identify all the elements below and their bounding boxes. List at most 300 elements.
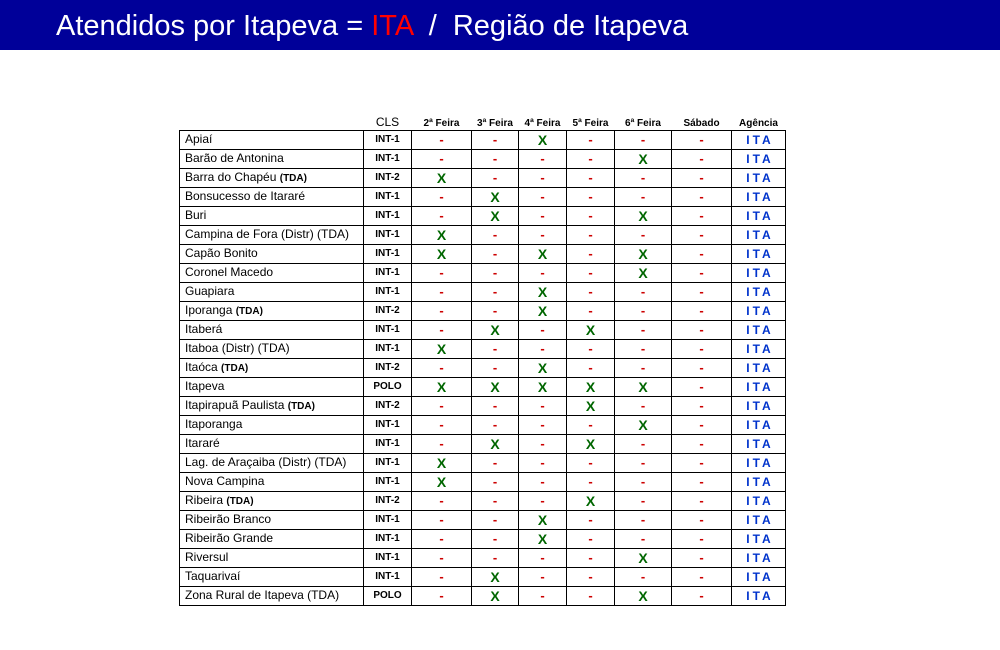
- no-service-mark: -: [588, 569, 593, 584]
- day-cell: [615, 169, 672, 188]
- day-cell: [672, 359, 732, 378]
- table-row: [180, 340, 786, 359]
- day-cell: [615, 568, 672, 587]
- no-service-mark: -: [699, 208, 704, 223]
- day-column-header: 5ª Feira: [572, 118, 609, 129]
- day-cell: [567, 454, 615, 473]
- service-mark: X: [638, 549, 648, 566]
- no-service-mark: -: [640, 284, 646, 299]
- no-service-mark: -: [640, 170, 646, 185]
- locality-name: [180, 473, 364, 492]
- locality-label: Buri: [185, 208, 207, 222]
- no-service-mark: -: [439, 303, 444, 318]
- locality-label: Barão de Antonina: [185, 151, 284, 165]
- locality-name: [180, 359, 364, 378]
- no-service-mark: -: [492, 360, 498, 375]
- day-cell: [412, 302, 472, 321]
- no-service-mark: -: [540, 474, 545, 489]
- no-service-mark: -: [588, 474, 593, 489]
- service-mark: X: [436, 226, 447, 243]
- no-service-mark: -: [540, 455, 545, 470]
- service-mark: X: [490, 207, 500, 224]
- no-service-mark: -: [588, 588, 593, 603]
- locality-name: [180, 264, 364, 283]
- day-cell: [567, 587, 615, 606]
- day-cell: [672, 283, 732, 302]
- no-service-mark: -: [640, 303, 646, 318]
- locality-name: [180, 131, 364, 150]
- locality-name: [180, 397, 364, 416]
- cls-cell: INT-1: [364, 454, 412, 473]
- cls-cell: POLO: [364, 378, 412, 397]
- locality-name: [180, 587, 364, 606]
- agency-column-header: Agência: [739, 118, 778, 129]
- cls-cell: INT-1: [364, 264, 412, 283]
- no-service-mark: -: [588, 303, 593, 318]
- locality-label: Coronel Macedo: [185, 265, 274, 279]
- service-mark: X: [638, 378, 648, 395]
- no-service-mark: -: [699, 512, 704, 527]
- day-cell: [519, 302, 567, 321]
- table-row: [180, 397, 786, 416]
- table-row: [180, 587, 786, 606]
- day-cell: [472, 340, 519, 359]
- service-mark: X: [537, 359, 548, 376]
- no-service-mark: -: [640, 493, 646, 508]
- day-cell: [472, 321, 519, 340]
- locality-name: [180, 378, 364, 397]
- table-row: [180, 454, 786, 473]
- no-service-mark: -: [492, 398, 498, 413]
- no-service-mark: -: [699, 455, 704, 470]
- agency-cell: ITA: [732, 150, 786, 169]
- day-cell: [412, 492, 472, 511]
- service-mark: X: [537, 302, 548, 319]
- no-service-mark: -: [640, 341, 646, 356]
- day-cell: [567, 568, 615, 587]
- day-cell: [672, 549, 732, 568]
- locality-name: [180, 549, 364, 568]
- service-mark: X: [436, 340, 447, 357]
- service-mark: X: [436, 454, 447, 471]
- no-service-mark: -: [699, 379, 704, 394]
- day-cell: [412, 473, 472, 492]
- locality-label: Bonsucesso de Itararé: [185, 189, 306, 203]
- cls-cell: INT-1: [364, 131, 412, 150]
- locality-label: Itaboa (Distr) (TDA): [185, 341, 290, 355]
- locality-label: Taquarivaí: [185, 569, 241, 583]
- no-service-mark: -: [439, 189, 444, 204]
- service-mark: X: [490, 188, 500, 205]
- day-cell: [567, 188, 615, 207]
- table-row: [180, 378, 786, 397]
- day-cell: [412, 587, 472, 606]
- no-service-mark: -: [439, 151, 444, 166]
- no-service-mark: -: [492, 284, 498, 299]
- service-mark: X: [490, 378, 500, 395]
- cls-cell: INT-1: [364, 150, 412, 169]
- day-cell: [567, 378, 615, 397]
- locality-name: [180, 492, 364, 511]
- no-service-mark: -: [640, 455, 646, 470]
- service-mark: X: [490, 435, 500, 452]
- no-service-mark: -: [588, 151, 593, 166]
- service-mark: X: [537, 530, 548, 547]
- day-cell: [472, 359, 519, 378]
- day-cell: [567, 549, 615, 568]
- day-cell: [672, 416, 732, 435]
- day-cell: [615, 416, 672, 435]
- title-code: ITA: [371, 10, 413, 42]
- day-cell: [412, 568, 472, 587]
- no-service-mark: -: [439, 569, 444, 584]
- tda-tag: (TDA): [235, 306, 263, 317]
- agency-cell: ITA: [732, 321, 786, 340]
- cls-cell: INT-1: [364, 473, 412, 492]
- no-service-mark: -: [699, 588, 704, 603]
- table-row: [180, 549, 786, 568]
- locality-name: [180, 283, 364, 302]
- day-cell: [412, 530, 472, 549]
- table-row: [180, 492, 786, 511]
- no-service-mark: -: [699, 550, 704, 565]
- page-title: [56, 9, 688, 43]
- day-cell: [615, 378, 672, 397]
- day-cell: [472, 492, 519, 511]
- service-mark: X: [638, 416, 648, 433]
- no-service-mark: -: [492, 550, 498, 565]
- day-cell: [472, 416, 519, 435]
- day-column-header: Sábado: [683, 118, 720, 129]
- no-service-mark: -: [588, 531, 593, 546]
- no-service-mark: -: [640, 569, 646, 584]
- day-cell: [567, 264, 615, 283]
- day-cell: [472, 435, 519, 454]
- locality-name: [180, 245, 364, 264]
- day-cell: [567, 340, 615, 359]
- service-mark: X: [638, 587, 648, 604]
- cls-cell: INT-2: [364, 397, 412, 416]
- day-cell: [672, 454, 732, 473]
- table-row: [180, 131, 786, 150]
- day-cell: [672, 188, 732, 207]
- locality-name: [180, 530, 364, 549]
- day-cell: [615, 511, 672, 530]
- service-mark: X: [490, 568, 500, 585]
- no-service-mark: -: [588, 360, 593, 375]
- day-cell: [672, 302, 732, 321]
- no-service-mark: -: [640, 360, 646, 375]
- day-cell: [519, 511, 567, 530]
- day-cell: [472, 530, 519, 549]
- no-service-mark: -: [588, 170, 593, 185]
- agency-cell: ITA: [732, 530, 786, 549]
- day-column-header: 6ª Feira: [625, 118, 661, 129]
- no-service-mark: -: [439, 208, 444, 223]
- day-cell: [567, 226, 615, 245]
- locality-label: Ribeirão Grande: [185, 531, 274, 545]
- locality-label: Iporanga: [185, 303, 236, 317]
- locality-label: Itaporanga: [185, 417, 243, 431]
- day-cell: [519, 568, 567, 587]
- agency-cell: ITA: [732, 435, 786, 454]
- day-cell: [567, 473, 615, 492]
- no-service-mark: -: [699, 341, 704, 356]
- day-cell: [472, 549, 519, 568]
- no-service-mark: -: [439, 132, 444, 147]
- no-service-mark: -: [540, 436, 545, 451]
- cls-cell: INT-2: [364, 302, 412, 321]
- no-service-mark: -: [540, 265, 545, 280]
- no-service-mark: -: [540, 189, 545, 204]
- day-cell: [567, 302, 615, 321]
- agency-cell: ITA: [732, 340, 786, 359]
- day-cell: [472, 283, 519, 302]
- no-service-mark: -: [540, 398, 545, 413]
- locality-name: [180, 207, 364, 226]
- day-cell: [567, 435, 615, 454]
- day-cell: [412, 340, 472, 359]
- no-service-mark: -: [439, 588, 444, 603]
- service-mark: X: [638, 264, 648, 281]
- no-service-mark: -: [588, 550, 593, 565]
- day-cell: [672, 150, 732, 169]
- table-row: [180, 359, 786, 378]
- no-service-mark: -: [540, 227, 545, 242]
- no-service-mark: -: [492, 246, 498, 261]
- no-service-mark: -: [588, 189, 593, 204]
- agency-cell: ITA: [732, 397, 786, 416]
- cls-cell: INT-1: [364, 207, 412, 226]
- no-service-mark: -: [699, 436, 704, 451]
- no-service-mark: -: [540, 322, 545, 337]
- no-service-mark: -: [492, 417, 498, 432]
- no-service-mark: -: [492, 151, 498, 166]
- day-cell: [672, 473, 732, 492]
- day-cell: [412, 169, 472, 188]
- day-cell: [615, 473, 672, 492]
- agency-cell: ITA: [732, 226, 786, 245]
- no-service-mark: -: [439, 512, 444, 527]
- day-cell: [519, 416, 567, 435]
- tda-tag: (TDA): [279, 173, 307, 184]
- table-row: [180, 169, 786, 188]
- locality-label: Itapeva: [185, 379, 225, 393]
- locality-label: Itararé: [185, 436, 220, 450]
- table-row: [180, 283, 786, 302]
- day-cell: [615, 207, 672, 226]
- agency-cell: ITA: [732, 378, 786, 397]
- cls-cell: INT-1: [364, 321, 412, 340]
- no-service-mark: -: [439, 360, 444, 375]
- table-row: [180, 207, 786, 226]
- cls-cell: INT-1: [364, 226, 412, 245]
- table-row: [180, 245, 786, 264]
- day-cell: [472, 188, 519, 207]
- agency-cell: ITA: [732, 264, 786, 283]
- no-service-mark: -: [492, 132, 498, 147]
- day-cell: [672, 321, 732, 340]
- no-service-mark: -: [540, 550, 545, 565]
- day-cell: [519, 530, 567, 549]
- cls-cell: INT-2: [364, 169, 412, 188]
- tda-tag: (TDA): [221, 363, 249, 374]
- service-mark: X: [585, 378, 596, 395]
- day-cell: [672, 568, 732, 587]
- no-service-mark: -: [699, 265, 704, 280]
- day-cell: [672, 511, 732, 530]
- service-mark: X: [638, 245, 648, 262]
- cls-column-header: CLS: [375, 115, 400, 129]
- no-service-mark: -: [699, 246, 704, 261]
- service-mark: X: [436, 473, 447, 490]
- day-cell: [519, 473, 567, 492]
- day-cell: [412, 264, 472, 283]
- cls-cell: INT-1: [364, 340, 412, 359]
- day-cell: [615, 321, 672, 340]
- day-cell: [472, 378, 519, 397]
- day-cell: [412, 397, 472, 416]
- day-cell: [412, 226, 472, 245]
- day-cell: [672, 340, 732, 359]
- no-service-mark: -: [492, 170, 498, 185]
- table-row: [180, 302, 786, 321]
- locality-label: Zona Rural de Itapeva (TDA): [185, 588, 340, 602]
- day-cell: [472, 226, 519, 245]
- day-cell: [519, 359, 567, 378]
- locality-name: [180, 435, 364, 454]
- day-cell: [519, 188, 567, 207]
- no-service-mark: -: [588, 417, 593, 432]
- cls-cell: INT-1: [364, 511, 412, 530]
- service-mark: X: [585, 492, 596, 509]
- no-service-mark: -: [439, 322, 444, 337]
- day-cell: [672, 530, 732, 549]
- no-service-mark: -: [699, 474, 704, 489]
- agency-cell: ITA: [732, 245, 786, 264]
- no-service-mark: -: [640, 436, 646, 451]
- day-cell: [519, 397, 567, 416]
- service-mark: X: [537, 511, 548, 528]
- day-cell: [412, 378, 472, 397]
- table-row: [180, 473, 786, 492]
- service-mark: X: [490, 587, 500, 604]
- agency-cell: ITA: [732, 454, 786, 473]
- day-cell: [519, 207, 567, 226]
- header-row: [180, 110, 786, 131]
- day-cell: [519, 131, 567, 150]
- cls-cell: INT-1: [364, 530, 412, 549]
- service-mark: X: [585, 435, 596, 452]
- day-cell: [472, 245, 519, 264]
- day-cell: [472, 150, 519, 169]
- service-mark: X: [537, 378, 548, 395]
- no-service-mark: -: [540, 569, 545, 584]
- service-mark: X: [537, 283, 548, 300]
- day-cell: [672, 226, 732, 245]
- no-service-mark: -: [439, 550, 444, 565]
- day-cell: [615, 283, 672, 302]
- no-service-mark: -: [588, 512, 593, 527]
- agency-cell: ITA: [732, 207, 786, 226]
- schedule-body: [180, 131, 786, 606]
- no-service-mark: -: [540, 588, 545, 603]
- no-service-mark: -: [588, 132, 593, 147]
- locality-name: [180, 340, 364, 359]
- locality-label: Capão Bonito: [185, 246, 258, 260]
- day-cell: [519, 169, 567, 188]
- no-service-mark: -: [588, 455, 593, 470]
- cls-cell: INT-1: [364, 188, 412, 207]
- day-column-header: 4ª Feira: [524, 118, 561, 129]
- day-cell: [567, 359, 615, 378]
- table-row: [180, 416, 786, 435]
- day-cell: [472, 207, 519, 226]
- day-cell: [519, 549, 567, 568]
- locality-label: Lag. de Araçaiba (Distr) (TDA): [185, 455, 347, 469]
- no-service-mark: -: [588, 246, 593, 261]
- no-service-mark: -: [439, 493, 444, 508]
- no-service-mark: -: [640, 227, 646, 242]
- no-service-mark: -: [588, 265, 593, 280]
- locality-label: Itapirapuã Paulista: [185, 398, 288, 412]
- agency-cell: ITA: [732, 492, 786, 511]
- day-cell: [519, 321, 567, 340]
- day-cell: [472, 587, 519, 606]
- service-mark: X: [638, 207, 648, 224]
- no-service-mark: -: [439, 436, 444, 451]
- no-service-mark: -: [640, 474, 646, 489]
- no-service-mark: -: [699, 322, 704, 337]
- day-cell: [567, 511, 615, 530]
- day-cell: [615, 492, 672, 511]
- day-cell: [412, 188, 472, 207]
- locality-label: Ribeira: [185, 493, 227, 507]
- day-cell: [672, 131, 732, 150]
- day-cell: [615, 245, 672, 264]
- no-service-mark: -: [699, 132, 704, 147]
- locality-label: Riversul: [185, 550, 229, 564]
- no-service-mark: -: [699, 417, 704, 432]
- day-cell: [567, 283, 615, 302]
- day-cell: [672, 492, 732, 511]
- day-cell: [519, 492, 567, 511]
- no-service-mark: -: [699, 151, 704, 166]
- day-cell: [615, 340, 672, 359]
- no-service-mark: -: [540, 493, 545, 508]
- locality-name: [180, 150, 364, 169]
- locality-label: Itaberá: [185, 322, 223, 336]
- service-mark: X: [537, 245, 548, 262]
- day-cell: [472, 131, 519, 150]
- day-cell: [472, 511, 519, 530]
- day-cell: [672, 264, 732, 283]
- no-service-mark: -: [699, 398, 704, 413]
- agency-cell: ITA: [732, 511, 786, 530]
- day-cell: [519, 587, 567, 606]
- agency-cell: ITA: [732, 131, 786, 150]
- no-service-mark: -: [640, 322, 646, 337]
- day-cell: [412, 150, 472, 169]
- no-service-mark: -: [588, 284, 593, 299]
- tda-tag: (TDA): [226, 496, 254, 507]
- no-service-mark: -: [540, 417, 545, 432]
- day-cell: [519, 245, 567, 264]
- day-cell: [672, 207, 732, 226]
- no-service-mark: -: [699, 189, 704, 204]
- day-column-header: 2ª Feira: [423, 118, 460, 129]
- day-cell: [567, 131, 615, 150]
